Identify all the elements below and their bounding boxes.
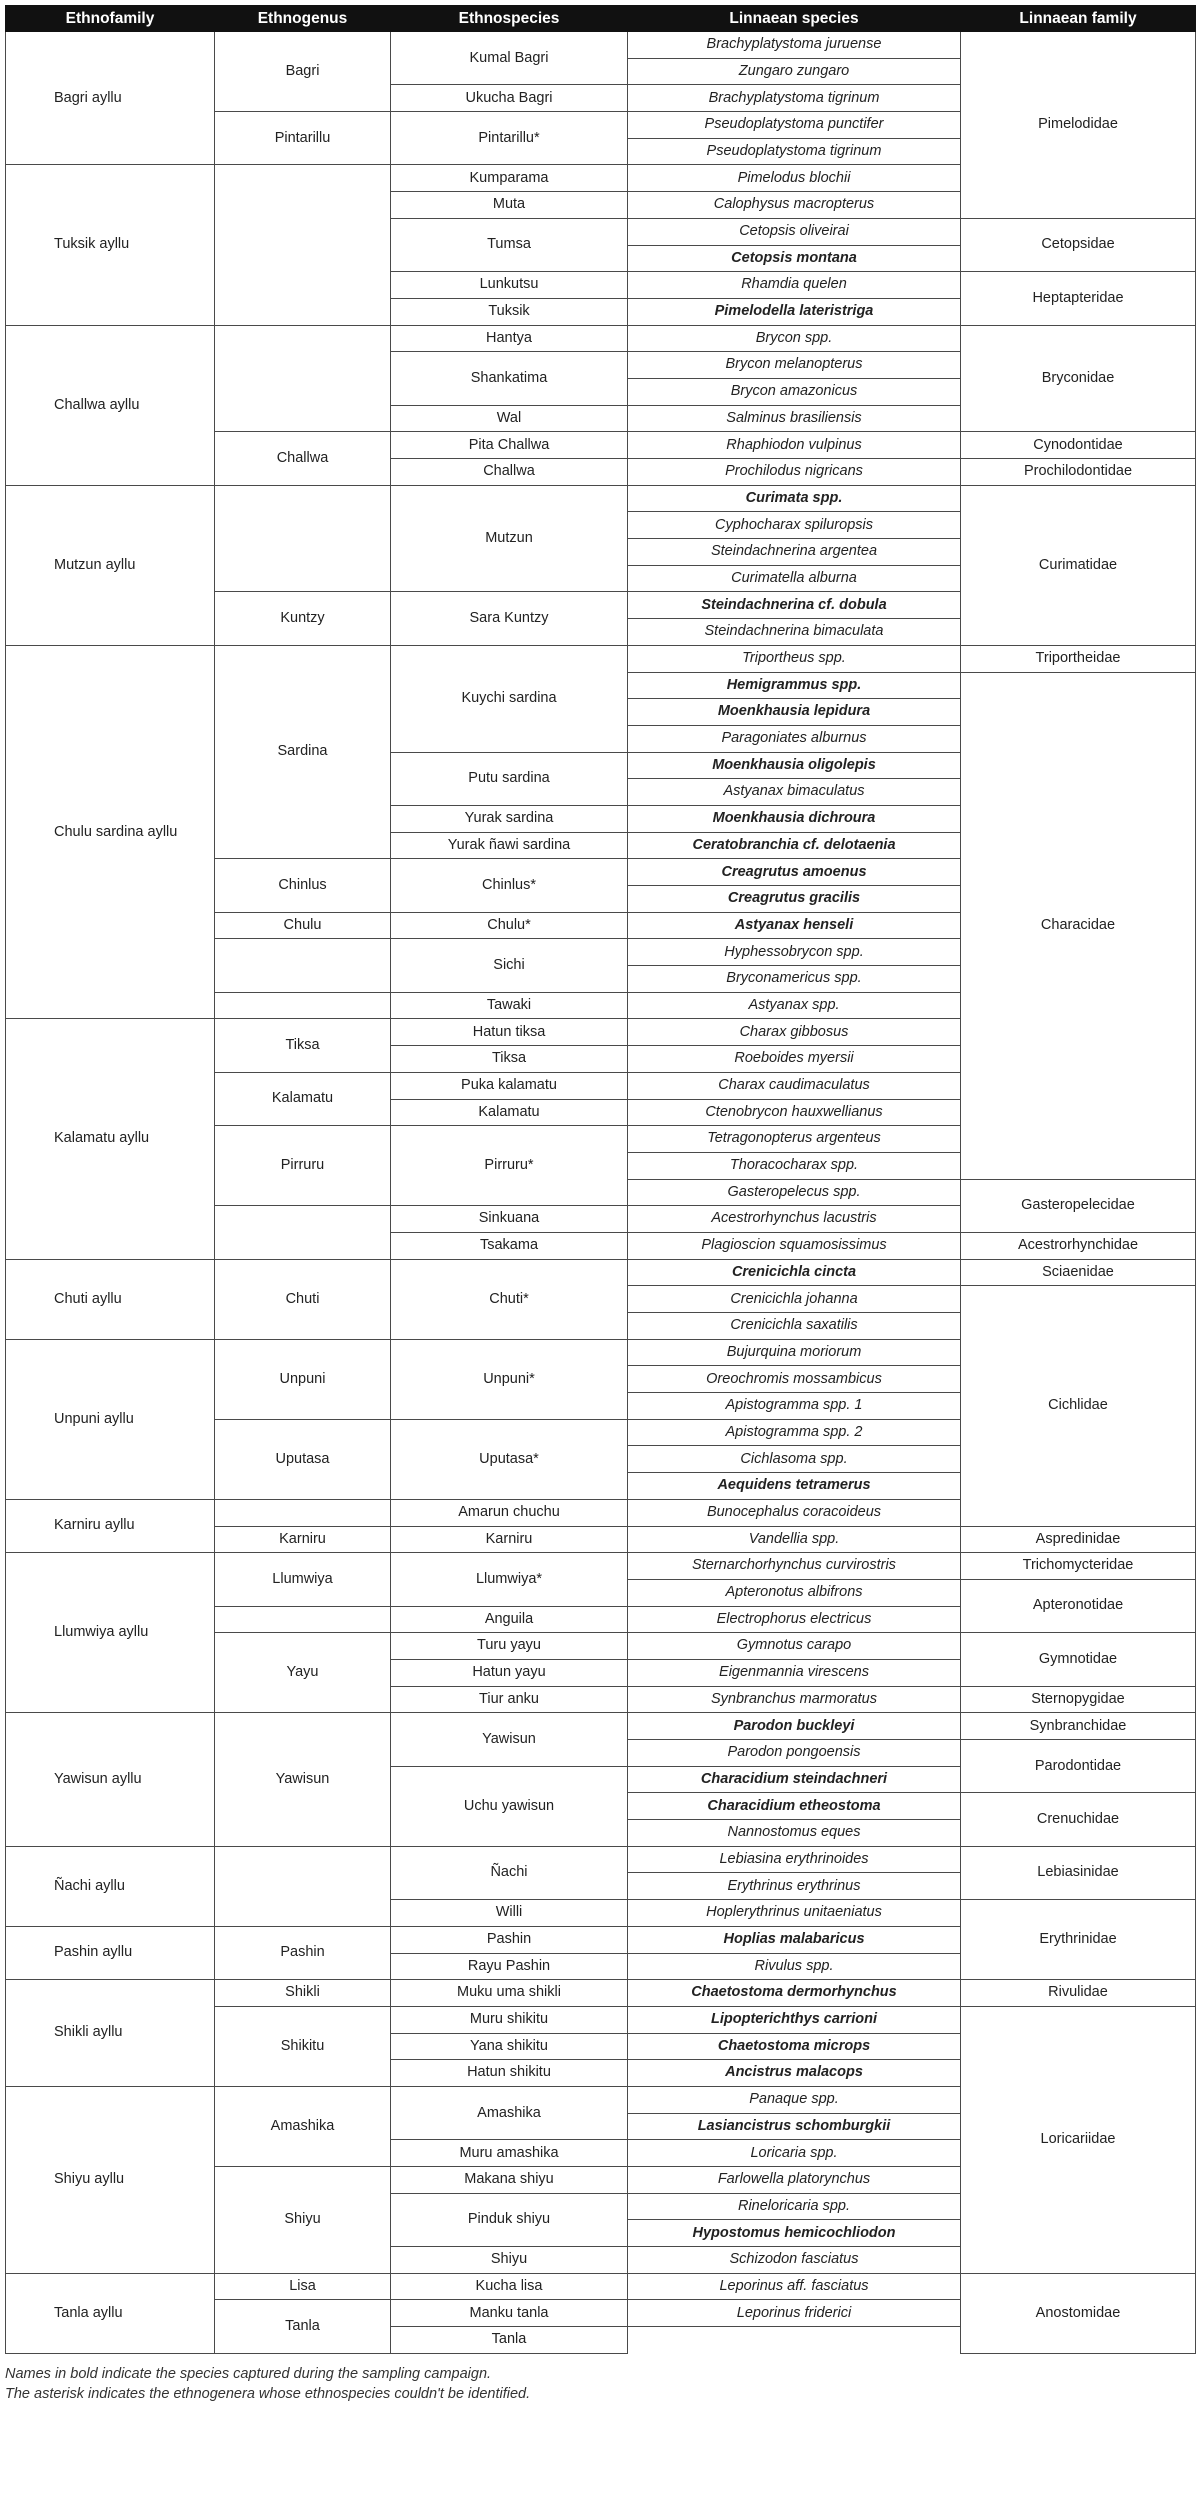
- ethnospecies-cell: Pirruru*: [391, 1126, 628, 1206]
- ethnospecies-cell: Amashika: [391, 2086, 628, 2139]
- ethnospecies-cell: Willi: [391, 1900, 628, 1927]
- ethnospecies-cell: Chinlus*: [391, 859, 628, 912]
- ethnospecies-cell: Anguila: [391, 1606, 628, 1633]
- ethnospecies-cell: Pashin: [391, 1926, 628, 1953]
- ethnospecies-cell: Pita Challwa: [391, 432, 628, 459]
- ethnospecies-cell: Challwa: [391, 459, 628, 486]
- ethnogenus-cell: [215, 1846, 391, 1926]
- ethnospecies-cell: Chuti*: [391, 1259, 628, 1339]
- linnaean-species-cell: Curimata spp.: [628, 485, 961, 512]
- linnaean-species-cell: Astyanax spp.: [628, 992, 961, 1019]
- linnaean-species-cell: Rhamdia quelen: [628, 272, 961, 299]
- linnaean-species-cell: Gasteropelecus spp.: [628, 1179, 961, 1206]
- linnaean-species-cell: Eigenmannia virescens: [628, 1659, 961, 1686]
- linnaean-species-cell: Charax caudimaculatus: [628, 1072, 961, 1099]
- linnaean-family-cell: Characidae: [961, 672, 1196, 1179]
- linnaean-species-cell: Steindachnerina cf. dobula: [628, 592, 961, 619]
- ethnogenus-cell: Chinlus: [215, 859, 391, 912]
- ethnogenus-cell: [215, 992, 391, 1019]
- ethnogenus-cell: Yayu: [215, 1633, 391, 1713]
- ethnospecies-cell: Yurak sardina: [391, 805, 628, 832]
- linnaean-family-cell: Rivulidae: [961, 1980, 1196, 2007]
- linnaean-species-cell: Ctenobrycon hauxwellianus: [628, 1099, 961, 1126]
- ethnospecies-cell: Yurak ñawi sardina: [391, 832, 628, 859]
- ethnogenus-cell: Uputasa: [215, 1419, 391, 1499]
- ethnospecies-cell: Uchu yawisun: [391, 1766, 628, 1846]
- linnaean-family-cell: Sternopygidae: [961, 1686, 1196, 1713]
- linnaean-species-cell: Ceratobranchia cf. delotaenia: [628, 832, 961, 859]
- table-container: [5, 5, 1195, 2404]
- ethnospecies-cell: Tiksa: [391, 1046, 628, 1073]
- ethnospecies-cell: Kumal Bagri: [391, 32, 628, 85]
- table-row: [6, 1259, 1196, 1286]
- table-notes: [5, 2364, 1195, 2404]
- ethnospecies-cell: Hatun tiksa: [391, 1019, 628, 1046]
- linnaean-species-cell: Pimelodella lateristriga: [628, 298, 961, 325]
- linnaean-family-cell: Heptapteridae: [961, 272, 1196, 325]
- linnaean-species-cell: Moenkhausia lepidura: [628, 699, 961, 726]
- ethnospecies-cell: Kucha lisa: [391, 2273, 628, 2300]
- linnaean-family-cell: Apteronotidae: [961, 1579, 1196, 1632]
- ethnofamily-cell: Shiyu ayllu: [6, 2086, 215, 2273]
- linnaean-species-cell: Electrophorus electricus: [628, 1606, 961, 1633]
- linnaean-species-cell: Steindachnerina bimaculata: [628, 619, 961, 646]
- ethnospecies-cell: Kuychi sardina: [391, 645, 628, 752]
- ethnogenus-cell: Tiksa: [215, 1019, 391, 1072]
- linnaean-species-cell: Oreochromis mossambicus: [628, 1366, 961, 1393]
- linnaean-species-cell: Acestrorhynchus lacustris: [628, 1206, 961, 1233]
- ethnospecies-cell: Turu yayu: [391, 1633, 628, 1660]
- linnaean-species-cell: Brycon amazonicus: [628, 378, 961, 405]
- linnaean-species-cell: Pseudoplatystoma punctifer: [628, 112, 961, 139]
- ethnospecies-cell: Mutzun: [391, 485, 628, 592]
- linnaean-species-cell: Loricaria spp.: [628, 2140, 961, 2167]
- linnaean-species-cell: Creagrutus gracilis: [628, 886, 961, 913]
- linnaean-species-cell: Chaetostoma dermorhynchus: [628, 1980, 961, 2007]
- ethnospecies-cell: Karniru: [391, 1526, 628, 1553]
- linnaean-species-cell: Rhaphiodon vulpinus: [628, 432, 961, 459]
- table-row: [6, 1980, 1196, 2007]
- linnaean-family-cell: Parodontidae: [961, 1740, 1196, 1793]
- ethnofamily-cell: Mutzun ayllu: [6, 485, 215, 645]
- linnaean-species-cell: Parodon buckleyi: [628, 1713, 961, 1740]
- ethnofamily-cell: Challwa ayllu: [6, 325, 215, 485]
- linnaean-family-cell: Cynodontidae: [961, 432, 1196, 459]
- ethnogenus-cell: Challwa: [215, 432, 391, 485]
- linnaean-species-cell: Hoplerythrinus unitaeniatus: [628, 1900, 961, 1927]
- ethnofamily-cell: Karniru ayllu: [6, 1499, 215, 1552]
- ethnospecies-cell: Puka kalamatu: [391, 1072, 628, 1099]
- ethnospecies-cell: Tawaki: [391, 992, 628, 1019]
- linnaean-species-cell: Astyanax henseli: [628, 912, 961, 939]
- ethnogenus-cell: Shikitu: [215, 2006, 391, 2086]
- linnaean-species-cell: Ancistrus malacops: [628, 2060, 961, 2087]
- linnaean-species-cell: Tetragonopterus argenteus: [628, 1126, 961, 1153]
- linnaean-species-cell: Curimatella alburna: [628, 565, 961, 592]
- table-row: [6, 485, 1196, 512]
- ethnogenus-cell: Pashin: [215, 1926, 391, 1979]
- linnaean-species-cell: Apistogramma spp. 1: [628, 1393, 961, 1420]
- linnaean-species-cell: Brycon melanopterus: [628, 352, 961, 379]
- linnaean-family-cell: Lebiasinidae: [961, 1846, 1196, 1899]
- ethnospecies-cell: Ñachi: [391, 1846, 628, 1899]
- linnaean-family-cell: Anostomidae: [961, 2273, 1196, 2353]
- linnaean-species-cell: Rineloricaria spp.: [628, 2193, 961, 2220]
- linnaean-family-cell: Erythrinidae: [961, 1900, 1196, 1980]
- linnaean-species-cell: Cichlasoma spp.: [628, 1446, 961, 1473]
- linnaean-species-cell: Rivulus spp.: [628, 1953, 961, 1980]
- ethnospecies-cell: Yawisun: [391, 1713, 628, 1766]
- ethnospecies-cell: Pinduk shiyu: [391, 2193, 628, 2246]
- linnaean-family-cell: Synbranchidae: [961, 1713, 1196, 1740]
- ethnogenus-cell: Shikli: [215, 1980, 391, 2007]
- linnaean-species-cell: Zungaro zungaro: [628, 58, 961, 85]
- linnaean-species-cell: Hoplias malabaricus: [628, 1926, 961, 1953]
- ethnospecies-cell: Tiur anku: [391, 1686, 628, 1713]
- linnaean-species-cell: Bunocephalus coracoideus: [628, 1499, 961, 1526]
- linnaean-species-cell: Synbranchus marmoratus: [628, 1686, 961, 1713]
- linnaean-species-cell: Brycon spp.: [628, 325, 961, 352]
- linnaean-species-cell: Crenicichla johanna: [628, 1286, 961, 1313]
- linnaean-species-cell: Cetopsis oliveirai: [628, 218, 961, 245]
- ethnospecies-cell: Chulu*: [391, 912, 628, 939]
- table-row: [6, 325, 1196, 352]
- linnaean-family-cell: Aspredinidae: [961, 1526, 1196, 1553]
- linnaean-species-cell: Steindachnerina argentea: [628, 539, 961, 566]
- ethnogenus-cell: [215, 1206, 391, 1259]
- linnaean-species-cell: Astyanax bimaculatus: [628, 779, 961, 806]
- ethnofamily-cell: Bagri ayllu: [6, 32, 215, 165]
- ethnospecies-cell: Putu sardina: [391, 752, 628, 805]
- linnaean-species-cell: Hyphessobrycon spp.: [628, 939, 961, 966]
- ethnospecies-cell: Sichi: [391, 939, 628, 992]
- ethnogenus-cell: Pintarillu: [215, 112, 391, 165]
- linnaean-species-cell: Farlowella platorynchus: [628, 2167, 961, 2194]
- ethnogenus-cell: Bagri: [215, 32, 391, 112]
- linnaean-family-cell: Gasteropelecidae: [961, 1179, 1196, 1232]
- linnaean-species-cell: Hemigrammus spp.: [628, 672, 961, 699]
- linnaean-species-cell: Crenicichla cincta: [628, 1259, 961, 1286]
- linnaean-species-cell: Vandellia spp.: [628, 1526, 961, 1553]
- ethnogenus-cell: Lisa: [215, 2273, 391, 2300]
- ethnogenus-cell: Pirruru: [215, 1126, 391, 1206]
- linnaean-family-cell: Pimelodidae: [961, 32, 1196, 219]
- header-ethnospecies: Ethnospecies: [391, 6, 628, 32]
- table-body: [6, 32, 1196, 2354]
- ethnospecies-cell: Kumparama: [391, 165, 628, 192]
- ethnospecies-cell: Llumwiya*: [391, 1553, 628, 1606]
- linnaean-species-cell: Bujurquina moriorum: [628, 1339, 961, 1366]
- ethnogenus-cell: [215, 165, 391, 325]
- header-linnaean-species: Linnaean species: [628, 6, 961, 32]
- ethnospecies-cell: Amarun chuchu: [391, 1499, 628, 1526]
- linnaean-species-cell: Aequidens tetramerus: [628, 1473, 961, 1500]
- linnaean-species-cell: Paragoniates alburnus: [628, 725, 961, 752]
- ethnospecies-cell: Muru shikitu: [391, 2006, 628, 2033]
- linnaean-family-cell: Loricariidae: [961, 2006, 1196, 2273]
- linnaean-species-cell: Calophysus macropterus: [628, 192, 961, 219]
- ethnofamily-cell: Tuksik ayllu: [6, 165, 215, 325]
- ethnospecies-cell: Unpuni*: [391, 1339, 628, 1419]
- linnaean-species-cell: Pimelodus blochii: [628, 165, 961, 192]
- ethnofamily-cell: Yawisun ayllu: [6, 1713, 215, 1846]
- linnaean-species-cell: Bryconamericus spp.: [628, 966, 961, 993]
- ethnogenus-cell: Chuti: [215, 1259, 391, 1339]
- header-row: [6, 6, 1196, 32]
- linnaean-species-cell: Chaetostoma microps: [628, 2033, 961, 2060]
- ethnofamily-cell: Chulu sardina ayllu: [6, 645, 215, 1019]
- linnaean-species-cell: Brachyplatystoma tigrinum: [628, 85, 961, 112]
- linnaean-family-cell: Curimatidae: [961, 485, 1196, 645]
- linnaean-species-cell: Creagrutus amoenus: [628, 859, 961, 886]
- note-asterisk: The asterisk indicates the ethnogenera whose ethnospecies couldn't be identified.: [5, 2385, 531, 2402]
- ethnogenus-cell: Unpuni: [215, 1339, 391, 1419]
- linnaean-species-cell: Triportheus spp.: [628, 645, 961, 672]
- table-row: [6, 645, 1196, 672]
- ethnospecies-cell: Tuksik: [391, 298, 628, 325]
- ethnofamily-cell: Ñachi ayllu: [6, 1846, 215, 1926]
- linnaean-species-cell: Apistogramma spp. 2: [628, 1419, 961, 1446]
- linnaean-species-cell: Moenkhausia dichroura: [628, 805, 961, 832]
- linnaean-species-cell: Panaque spp.: [628, 2086, 961, 2113]
- linnaean-family-cell: Triportheidae: [961, 645, 1196, 672]
- linnaean-species-cell: Sternarchorhynchus curvirostris: [628, 1553, 961, 1580]
- ethnogenus-cell: Tanla: [215, 2300, 391, 2353]
- ethnofamily-cell: Kalamatu ayllu: [6, 1019, 215, 1259]
- ethnofamily-cell: Pashin ayllu: [6, 1926, 215, 1979]
- linnaean-species-cell: Leporinus aff. fasciatus: [628, 2273, 961, 2300]
- ethnospecies-cell: Tsakama: [391, 1232, 628, 1259]
- linnaean-species-cell: Lebiasina erythrinoides: [628, 1846, 961, 1873]
- linnaean-species-cell: Characidium steindachneri: [628, 1766, 961, 1793]
- linnaean-species-cell: Nannostomus eques: [628, 1820, 961, 1847]
- ethnospecies-cell: Hatun shikitu: [391, 2060, 628, 2087]
- ethnospecies-cell: Wal: [391, 405, 628, 432]
- ethnospecies-cell: Ukucha Bagri: [391, 85, 628, 112]
- ethnogenus-cell: [215, 939, 391, 992]
- header-ethnofamily: Ethnofamily: [6, 6, 215, 32]
- linnaean-species-cell: Cyphocharax spiluropsis: [628, 512, 961, 539]
- ethnospecies-cell: Rayu Pashin: [391, 1953, 628, 1980]
- ethnogenus-cell: Shiyu: [215, 2167, 391, 2274]
- linnaean-species-cell: Plagioscion squamosissimus: [628, 1232, 961, 1259]
- table-row: [6, 1553, 1196, 1580]
- linnaean-species-cell: Erythrinus erythrinus: [628, 1873, 961, 1900]
- ethnospecies-cell: Shankatima: [391, 352, 628, 405]
- linnaean-species-cell: Thoracocharax spp.: [628, 1152, 961, 1179]
- table-row: [6, 1713, 1196, 1740]
- linnaean-family-cell: Gymnotidae: [961, 1633, 1196, 1686]
- ethnospecies-cell: Muku uma shikli: [391, 1980, 628, 2007]
- ethnospecies-cell: Shiyu: [391, 2247, 628, 2274]
- linnaean-species-cell: Hypostomus hemicochliodon: [628, 2220, 961, 2247]
- table-row: [6, 2273, 1196, 2300]
- linnaean-species-cell: Parodon pongoensis: [628, 1740, 961, 1767]
- ethnogenus-cell: Sardina: [215, 645, 391, 859]
- ethnospecies-cell: Tumsa: [391, 218, 628, 271]
- ethnogenus-cell: Kuntzy: [215, 592, 391, 645]
- table-row: [6, 1846, 1196, 1873]
- linnaean-species-cell: Leporinus friderici: [628, 2300, 961, 2327]
- linnaean-species-cell: Lipopterichthys carrioni: [628, 2006, 961, 2033]
- linnaean-family-cell: Crenuchidae: [961, 1793, 1196, 1846]
- ethnospecies-cell: Muru amashika: [391, 2140, 628, 2167]
- table-row: [6, 32, 1196, 59]
- ethnofamily-cell: Shikli ayllu: [6, 1980, 215, 2087]
- linnaean-species-cell: Gymnotus carapo: [628, 1633, 961, 1660]
- ethnospecies-cell: Sara Kuntzy: [391, 592, 628, 645]
- ethnogenus-cell: [215, 325, 391, 432]
- ethnospecies-cell: Lunkutsu: [391, 272, 628, 299]
- ethnogenus-cell: [215, 1606, 391, 1633]
- linnaean-species-cell: Roeboides myersii: [628, 1046, 961, 1073]
- ethnogenus-cell: Karniru: [215, 1526, 391, 1553]
- linnaean-family-cell: Cetopsidae: [961, 218, 1196, 271]
- header-linnaean-family: Linnaean family: [961, 6, 1196, 32]
- ethnotaxonomy-table: [5, 5, 1196, 2354]
- linnaean-family-cell: Cichlidae: [961, 1286, 1196, 1526]
- ethnofamily-cell: Tanla ayllu: [6, 2273, 215, 2353]
- ethnogenus-cell: Yawisun: [215, 1713, 391, 1846]
- ethnospecies-cell: Uputasa*: [391, 1419, 628, 1499]
- ethnofamily-cell: Llumwiya ayllu: [6, 1553, 215, 1713]
- ethnospecies-cell: Tanla: [391, 2327, 628, 2354]
- linnaean-species-cell: Crenicichla saxatilis: [628, 1313, 961, 1340]
- linnaean-family-cell: Trichomycteridae: [961, 1553, 1196, 1580]
- ethnogenus-cell: Llumwiya: [215, 1553, 391, 1606]
- linnaean-family-cell: Sciaenidae: [961, 1259, 1196, 1286]
- ethnogenus-cell: Kalamatu: [215, 1072, 391, 1125]
- ethnogenus-cell: Amashika: [215, 2086, 391, 2166]
- ethnofamily-cell: Unpuni ayllu: [6, 1339, 215, 1499]
- ethnogenus-cell: Chulu: [215, 912, 391, 939]
- ethnospecies-cell: Pintarillu*: [391, 112, 628, 165]
- linnaean-family-cell: Bryconidae: [961, 325, 1196, 432]
- linnaean-species-cell: Charax gibbosus: [628, 1019, 961, 1046]
- ethnospecies-cell: Muta: [391, 192, 628, 219]
- linnaean-family-cell: Prochilodontidae: [961, 459, 1196, 486]
- ethnospecies-cell: Sinkuana: [391, 1206, 628, 1233]
- ethnospecies-cell: Makana shiyu: [391, 2167, 628, 2194]
- ethnogenus-cell: [215, 1499, 391, 1526]
- ethnogenus-cell: [215, 485, 391, 592]
- ethnospecies-cell: Hantya: [391, 325, 628, 352]
- linnaean-species-cell: Cetopsis montana: [628, 245, 961, 272]
- ethnofamily-cell: Chuti ayllu: [6, 1259, 215, 1339]
- linnaean-species-cell: Salminus brasiliensis: [628, 405, 961, 432]
- linnaean-species-cell: Prochilodus nigricans: [628, 459, 961, 486]
- linnaean-family-cell: Acestrorhynchidae: [961, 1232, 1196, 1259]
- linnaean-species-cell: Brachyplatystoma juruense: [628, 32, 961, 59]
- ethnospecies-cell: Hatun yayu: [391, 1659, 628, 1686]
- linnaean-species-cell: Lasiancistrus schomburgkii: [628, 2113, 961, 2140]
- ethnospecies-cell: Manku tanla: [391, 2300, 628, 2327]
- header-ethnogenus: Ethnogenus: [215, 6, 391, 32]
- linnaean-species-cell: Apteronotus albifrons: [628, 1579, 961, 1606]
- ethnospecies-cell: Kalamatu: [391, 1099, 628, 1126]
- note-bold: Names in bold indicate the species captured during the sampling campaign.: [5, 2365, 492, 2382]
- linnaean-species-cell: Pseudoplatystoma tigrinum: [628, 138, 961, 165]
- linnaean-species-cell: Moenkhausia oligolepis: [628, 752, 961, 779]
- ethnospecies-cell: Yana shikitu: [391, 2033, 628, 2060]
- linnaean-species-cell: Characidium etheostoma: [628, 1793, 961, 1820]
- linnaean-species-cell: Schizodon fasciatus: [628, 2247, 961, 2274]
